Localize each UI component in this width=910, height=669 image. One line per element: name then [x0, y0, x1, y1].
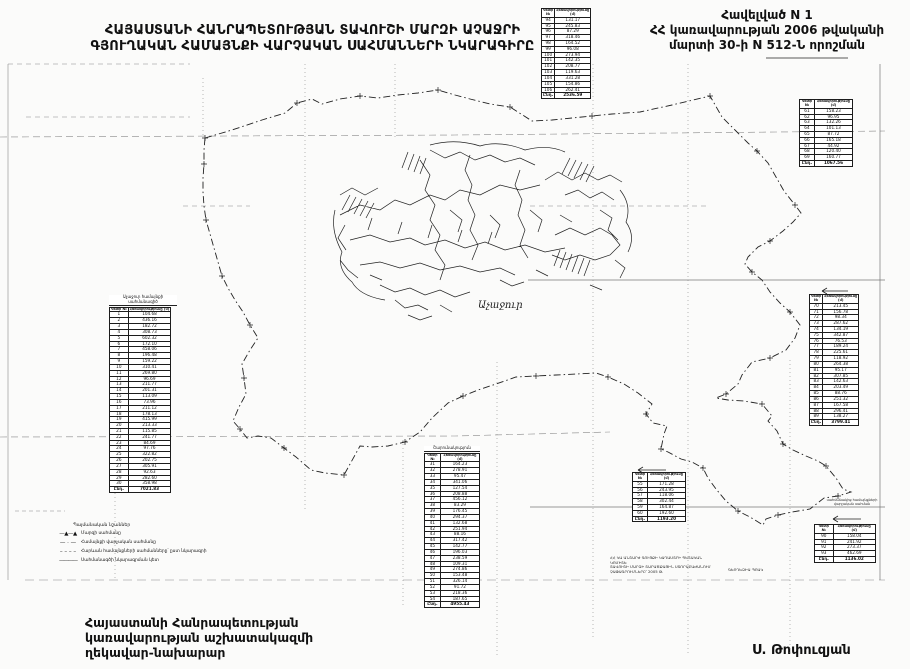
table-cell: 456.12: [440, 497, 479, 503]
table-cell: 211.12: [128, 405, 171, 411]
table-cell: 142.63: [823, 379, 859, 385]
table-cell: 208.88: [440, 491, 479, 497]
legend-title: Պայմանական նշաններ: [73, 523, 131, 528]
table-cell: 119.63: [555, 70, 591, 76]
table-cell: 39: [425, 509, 441, 515]
table-cell: 37: [425, 497, 441, 503]
table-cell: 101: [542, 58, 555, 64]
table-cell: 164.23: [440, 462, 479, 468]
total-value: 7021.83: [128, 487, 171, 493]
table-cell: 87.29: [555, 29, 591, 35]
table-column-header: Կետի №: [633, 473, 648, 482]
community-boundary-line: [203, 90, 851, 525]
table-cell: 83.29: [440, 503, 479, 509]
table-cell: 13: [110, 382, 129, 388]
credits-line-2: ՏԱՎՈՒՇԻ ՄԱՐԶԻ ՏԱՐԱԾՔԱՅԻՆ ՍՏՈՐԱԲԱԺԱՆՈՒՄ: [610, 564, 711, 570]
table-cell: 3: [110, 324, 129, 330]
total-label: Ընդ.: [800, 161, 815, 167]
table-cell: 218.36: [440, 590, 479, 596]
table-cell: 87.72: [814, 132, 852, 138]
table-cell: 59: [633, 505, 648, 511]
table-cell: 10: [110, 364, 129, 370]
table-cell: 164.87: [647, 505, 685, 511]
table-cell: 57: [633, 493, 648, 499]
legend-items: [55, 530, 255, 566]
table-column-header: Կետի №: [425, 453, 441, 462]
total-value: 1067.56: [814, 161, 852, 167]
point-distance-table: [809, 294, 859, 426]
table-cell: 187.65: [440, 596, 479, 602]
table-cell: 274.86: [440, 567, 479, 573]
table-cell: 203.49: [823, 385, 859, 391]
total-value: 1136.02: [833, 557, 875, 563]
table-cell: 2: [110, 318, 129, 324]
table-cell: 164.52: [555, 41, 591, 47]
table-cell: 55: [633, 481, 648, 487]
table-cell: 305.91: [128, 463, 171, 469]
table-cell: 31: [425, 462, 441, 468]
table-column-header: Հեռավորությունը (մ): [833, 525, 875, 534]
table-cell: 115.85: [128, 429, 171, 435]
boundary-table-bottom-center-body: [424, 453, 480, 608]
table-total-row: [815, 557, 876, 563]
table-cell: 99: [542, 46, 555, 52]
boundary-table-bottom-center: [424, 446, 480, 608]
point-distance-table: [814, 524, 876, 563]
table-cell: 302.44: [647, 499, 685, 505]
legend-item: [55, 539, 255, 548]
table-cell: 109.31: [440, 561, 479, 567]
table-cell: 131.17: [555, 17, 591, 23]
table-cell: 81: [810, 367, 823, 373]
table-cell: 70: [810, 303, 823, 309]
table-cell: 264.38: [823, 361, 859, 367]
table-cell: 90: [815, 533, 834, 539]
table-cell: 4: [110, 329, 129, 335]
dashed-line-icon: [55, 550, 81, 556]
table-cell: 262.41: [555, 87, 591, 93]
table-total-row: [810, 420, 859, 426]
table-cell: 182.72: [128, 324, 171, 330]
table-cell: 105: [542, 81, 555, 87]
table-cell: 33: [425, 474, 441, 480]
table-cell: 94: [542, 17, 555, 23]
table-column-header: Կետի №: [815, 525, 834, 534]
boundary-table-left: [109, 295, 177, 493]
title-line-2: ԳՅՈՒՂԱԿԱՆ ՀԱՄԱՅՆՔԻ ՎԱՐՉԱԿԱՆ ՍԱՀՄԱՆՆԵՐԻ ՆԿԱՐԱԳԻՐԸ: [90, 38, 535, 54]
table-cell: 20: [110, 423, 129, 429]
table-cell: 138.27: [823, 414, 859, 420]
table-cell: 17: [110, 405, 129, 411]
table-cell: 97: [542, 35, 555, 41]
table-column-header: Կետի №: [543, 8, 554, 16]
table-cell: 41: [425, 520, 441, 526]
table-cell: 273.94: [555, 52, 591, 58]
table-cell: 76: [810, 338, 823, 344]
appendix-line-3: մարտի 30-ի N 512-Ն որոշման: [668, 38, 865, 52]
table-cell: 95.17: [823, 367, 859, 373]
credits-line-3: ՉԱՓԱԳՐՈՒՄՆԵՐԸ՝ 2005 Թ.: [610, 569, 664, 575]
table-cell: 34: [425, 479, 441, 485]
point-distance-table: [109, 307, 171, 494]
map-legend: [55, 523, 255, 566]
table-cell: 69: [800, 155, 815, 161]
table-cell: 54: [425, 596, 441, 602]
table-cell: 11: [110, 370, 129, 376]
table-cell: 28: [110, 469, 129, 475]
table-cell: 104: [542, 75, 555, 81]
legend-label: Հարևան համայնքների սահմանները՝ ըստ նկարագրի: [81, 549, 207, 555]
table-cell: 213.45: [823, 303, 859, 309]
table-cell: 415.99: [128, 417, 171, 423]
table-cell: 245.83: [555, 23, 591, 29]
table-column-header: Կետի №: [800, 100, 815, 109]
table-cell: 91: [815, 539, 834, 545]
dash-dot-line-icon: [55, 541, 81, 547]
table-cell: 51: [425, 579, 441, 585]
table-cell: 106: [542, 87, 555, 93]
table-cell: 103: [542, 70, 555, 76]
table-cell: 225.61: [823, 350, 859, 356]
table-cell: 436.16: [128, 318, 171, 324]
annotation-line-2: վարչական սահման: [833, 502, 871, 507]
table-cell: 52: [425, 584, 441, 590]
total-label: Ընդ.: [425, 602, 441, 608]
table-cell: 101.13: [814, 126, 852, 132]
table-column-header: Հեռավորությունը (մ): [824, 294, 858, 302]
table-cell: 22: [110, 434, 129, 440]
table-cell: 241.92: [833, 539, 875, 545]
total-value: 4955.43: [440, 602, 479, 608]
table-cell: 211.77: [128, 382, 171, 388]
table-cell: 61: [800, 108, 815, 114]
table-cell: 238.59: [440, 555, 479, 561]
table-cell: 26: [110, 458, 129, 464]
table-cell: 156.78: [823, 309, 859, 315]
map-credits-right: ԳԵՈԴԵԶԻԱ ՊՈԱԿ: [728, 567, 764, 572]
table-cell: 15: [110, 394, 129, 400]
signatory-line-3: ղեկավար-նախարար: [85, 645, 226, 660]
total-label: Ընդ.: [633, 516, 648, 522]
table-cell: 202.75: [128, 458, 171, 464]
legend-item: [55, 530, 255, 539]
table-cell: 176.45: [440, 509, 479, 515]
table-cell: 142.77: [440, 544, 479, 550]
table-cell: 86: [810, 396, 823, 402]
title-line-1: ՀԱՅԱՍՏԱՆԻ ՀԱՆՐԱՊԵՏՈՒԹՅԱՆ ՏԱՎՈՒՇԻ ՄԱՐԶԻ ԱՉԱՋՐԻ: [104, 23, 521, 38]
table-cell: 73.96: [128, 399, 171, 405]
table-cell: 243.95: [647, 487, 685, 493]
legend-item: [55, 557, 255, 566]
table-cell: 68: [800, 149, 815, 155]
table-cell: 341.06: [440, 479, 479, 485]
table-cell: 241.77: [128, 434, 171, 440]
table-total-row: [633, 516, 686, 522]
table-cell: 19: [110, 417, 129, 423]
table-cell: 158.23: [814, 108, 852, 114]
appendix-line-2: ՀՀ կառավարության 2006 թվականի: [649, 23, 885, 37]
table-cell: 113.09: [128, 394, 171, 400]
village-network-lines: [334, 142, 632, 320]
table-cell: 47: [425, 555, 441, 561]
table-cell: 79: [810, 356, 823, 362]
table-cell: 1: [110, 312, 129, 318]
table-cell: 160.77: [814, 155, 852, 161]
legend-item: [55, 548, 255, 557]
table-column-header: Հեռավորությունը (մ): [556, 8, 590, 16]
table-cell: 88.76: [823, 391, 859, 397]
table-cell: 134.19: [823, 327, 859, 333]
table-total-row: [800, 161, 853, 167]
table-cell: 43: [425, 532, 441, 538]
table-cell: 29: [110, 475, 129, 481]
signature-name: Ս. Թոփուզյան: [752, 643, 851, 658]
signatory-line-2: կառավարության աշխատակազմի: [85, 630, 314, 645]
table-cell: 84.69: [128, 440, 171, 446]
table-cell: 167.58: [823, 402, 859, 408]
table-column-header: Կետի №: [811, 294, 822, 302]
table-cell: 307.85: [823, 373, 859, 379]
table-column-header: Հեռավորությունը (մ): [814, 100, 852, 109]
table-cell: 32: [425, 468, 441, 474]
table-cell: 80: [810, 361, 823, 367]
table-cell: 65: [800, 132, 815, 138]
table-cell: 326.14: [440, 579, 479, 585]
table-cell: 317.42: [440, 538, 479, 544]
table-cell: 159.22: [128, 359, 171, 365]
point-distance-table: [799, 99, 853, 167]
table-cell: 36: [425, 491, 441, 497]
table-cell: 82: [810, 373, 823, 379]
table-cell: 294.37: [440, 514, 479, 520]
table-cell: 8: [110, 353, 129, 359]
table-cell: 98: [542, 41, 555, 47]
table-cell: 154.86: [555, 81, 591, 87]
table-cell: 93: [815, 551, 834, 557]
table-cell: 102: [542, 64, 555, 70]
signatory-line-1: Հայաստանի Հանրապետության: [85, 615, 299, 630]
table-cell: 64: [800, 126, 815, 132]
table-cell: 282.60: [128, 475, 171, 481]
table-cell: 78: [810, 350, 823, 356]
table-total-row: [425, 602, 480, 608]
table-cell: 21: [110, 429, 129, 435]
table-cell: 322.82: [128, 452, 171, 458]
boundary-table-top-center: [541, 8, 588, 99]
total-label: Ընդ.: [811, 419, 822, 425]
table-cell: 95: [542, 23, 555, 29]
table-cell: 38: [425, 503, 441, 509]
table-cell: 358.98: [128, 481, 171, 487]
table-cell: 83: [810, 379, 823, 385]
total-label: Ընդ.: [110, 487, 129, 493]
table-cell: 72: [810, 315, 823, 321]
table-cell: 88: [810, 408, 823, 414]
table-total-row: [542, 93, 591, 99]
table-cell: 296.41: [823, 408, 859, 414]
table-cell: 48: [425, 561, 441, 567]
total-label: Ընդ.: [543, 92, 554, 98]
table-cell: 100: [542, 52, 555, 58]
table-cell: 96.95: [814, 114, 852, 120]
boundary-table-right: [809, 294, 858, 426]
table-cell: 23: [110, 440, 129, 446]
table-cell: 201.31: [128, 388, 171, 394]
table-cell: 196.03: [440, 549, 479, 555]
table-cell: 24: [110, 446, 129, 452]
table-cell: 132.26: [814, 120, 852, 126]
table-cell: 63: [800, 120, 815, 126]
table-cell: 25: [110, 452, 129, 458]
table-cell: 73: [810, 321, 823, 327]
table-column-header: Հեռավորությունը (մ): [440, 453, 479, 462]
legend-label: Սահմանագծի նկարագրման կետ: [81, 558, 159, 564]
table-cell: 88.16: [440, 532, 479, 538]
total-value: 1193.20: [647, 516, 685, 522]
total-value: 3799.41: [823, 420, 859, 426]
table-cell: 74: [810, 327, 823, 333]
table-cell: 60: [633, 510, 648, 516]
triangle-line-icon: [55, 532, 81, 538]
table-cell: 49: [425, 567, 441, 573]
table-cell: 66: [800, 137, 815, 143]
table-cell: 132.68: [440, 520, 479, 526]
table-cell: 77: [810, 344, 823, 350]
table-cell: 120.40: [814, 149, 852, 155]
table-cell: 27: [110, 463, 129, 469]
table-cell: 42: [425, 526, 441, 532]
table-cell: 6: [110, 341, 129, 347]
table-cell: 46: [425, 549, 441, 555]
table-cell: 171.28: [647, 481, 685, 487]
table-cell: 192.60: [647, 510, 685, 516]
table-cell: 178.13: [128, 411, 171, 417]
table-cell: 96.69: [128, 376, 171, 382]
table-cell: 458.06: [128, 347, 171, 353]
table-cell: 56: [633, 487, 648, 493]
annotation-line-1: սահմանակից համայնքների: [826, 498, 878, 502]
table-cell: 75: [810, 332, 823, 338]
table-cell: 7: [110, 347, 129, 353]
total-label: Ընդ.: [815, 557, 834, 563]
table-cell: 96.08: [555, 46, 591, 52]
table-cell: 602.32: [128, 335, 171, 341]
point-distance-table: [632, 472, 686, 522]
table-cell: 58: [633, 499, 648, 505]
total-value: 2536.59: [555, 93, 591, 99]
table-cell: 85: [810, 391, 823, 397]
table-cell: 196.48: [128, 353, 171, 359]
table-cell: 97.76: [128, 446, 171, 452]
table-cell: 92.63: [128, 469, 171, 475]
table-cell: 92: [815, 545, 834, 551]
appendix-line-1: Հավելված N 1: [721, 8, 813, 22]
table-cell: 76.53: [823, 338, 859, 344]
table-cell: 308.73: [128, 329, 171, 335]
table-cell: 96: [542, 29, 555, 35]
table-cell: 127.54: [440, 485, 479, 491]
legend-label: Համայնքի վարչական սահմանը: [81, 540, 157, 546]
table-cell: 273.37: [833, 545, 875, 551]
table-cell: 45: [425, 544, 441, 550]
table-cell: 104.68: [128, 312, 171, 318]
table-cell: 87: [810, 402, 823, 408]
table-cell: 44: [425, 538, 441, 544]
table-cell: 158.04: [833, 533, 875, 539]
table-cell: 342.87: [823, 332, 859, 338]
table-cell: 251.94: [440, 526, 479, 532]
table-cell: 16: [110, 399, 129, 405]
table-cell: 9: [110, 359, 129, 365]
table-cell: 91.72: [440, 584, 479, 590]
boundary-point-marks: [201, 87, 841, 518]
table-cell: 118.92: [823, 356, 859, 362]
village-name-label: Աչաջուր: [478, 300, 523, 311]
table-cell: 118.06: [647, 493, 685, 499]
table-cell: 331.28: [555, 75, 591, 81]
table-column-header: Հեռավորությունը (մ): [647, 473, 685, 482]
table-cell: 67: [800, 143, 815, 149]
boundary-table-small-center: [632, 472, 686, 522]
solid-line-icon: [55, 559, 81, 565]
table-cell: 278.91: [440, 468, 479, 474]
table-cell: 287.62: [823, 321, 859, 327]
table-cell: 44.92: [814, 143, 852, 149]
table-cell: 89: [810, 414, 823, 420]
table-cell: 62: [800, 114, 815, 120]
table-cell: 172.10: [128, 341, 171, 347]
table-cell: 5: [110, 335, 129, 341]
boundary-table-bottom-right: [814, 524, 876, 563]
point-distance-table: [424, 453, 480, 608]
table-cell: 269.80: [128, 370, 171, 376]
boundary-table-left-body: [109, 307, 177, 494]
table-caption: Շարունակություն: [424, 446, 480, 452]
table-cell: 251.32: [823, 396, 859, 402]
table-cell: 142.35: [555, 58, 591, 64]
point-distance-table: [541, 8, 591, 99]
table-cell: 12: [110, 376, 129, 382]
table-cell: 153.48: [440, 573, 479, 579]
table-cell: 71: [810, 309, 823, 315]
table-column-header: Կետի №: [111, 306, 127, 311]
table-total-row: [110, 487, 171, 493]
credits-line-1: ՀՀ ԿԱ ԱՆՇԱՐԺ ԳՈՒՅՔԻ ԿԱԴԱՍՏՐԻ ՊԵՏԱԿԱՆ ԿՈՄԻՏԵ: [610, 555, 703, 565]
table-cell: 318.46: [555, 35, 591, 41]
table-cell: 98.34: [823, 315, 859, 321]
table-cell: 95.47: [440, 474, 479, 480]
table-cell: 208.77: [555, 64, 591, 70]
table-cell: 50: [425, 573, 441, 579]
table-cell: 189.24: [823, 344, 859, 350]
boundary-table-top-right: [799, 99, 853, 167]
table-cell: 84: [810, 385, 823, 391]
table-column-header: Հեռավորությունը (մ): [129, 306, 170, 311]
table-cell: 165.18: [814, 137, 852, 143]
table-cell: 310.41: [128, 364, 171, 370]
table-cell: 213.33: [128, 423, 171, 429]
table-caption: Աչաջուր համայնքի սահմանագիծ: [109, 295, 177, 306]
legend-label: Մարզի սահմանը: [81, 531, 121, 537]
table-cell: 18: [110, 411, 129, 417]
table-cell: 462.69: [833, 551, 875, 557]
table-cell: 40: [425, 514, 441, 520]
table-cell: 35: [425, 485, 441, 491]
table-cell: 53: [425, 590, 441, 596]
table-cell: 14: [110, 388, 129, 394]
table-cell: 30: [110, 481, 129, 487]
